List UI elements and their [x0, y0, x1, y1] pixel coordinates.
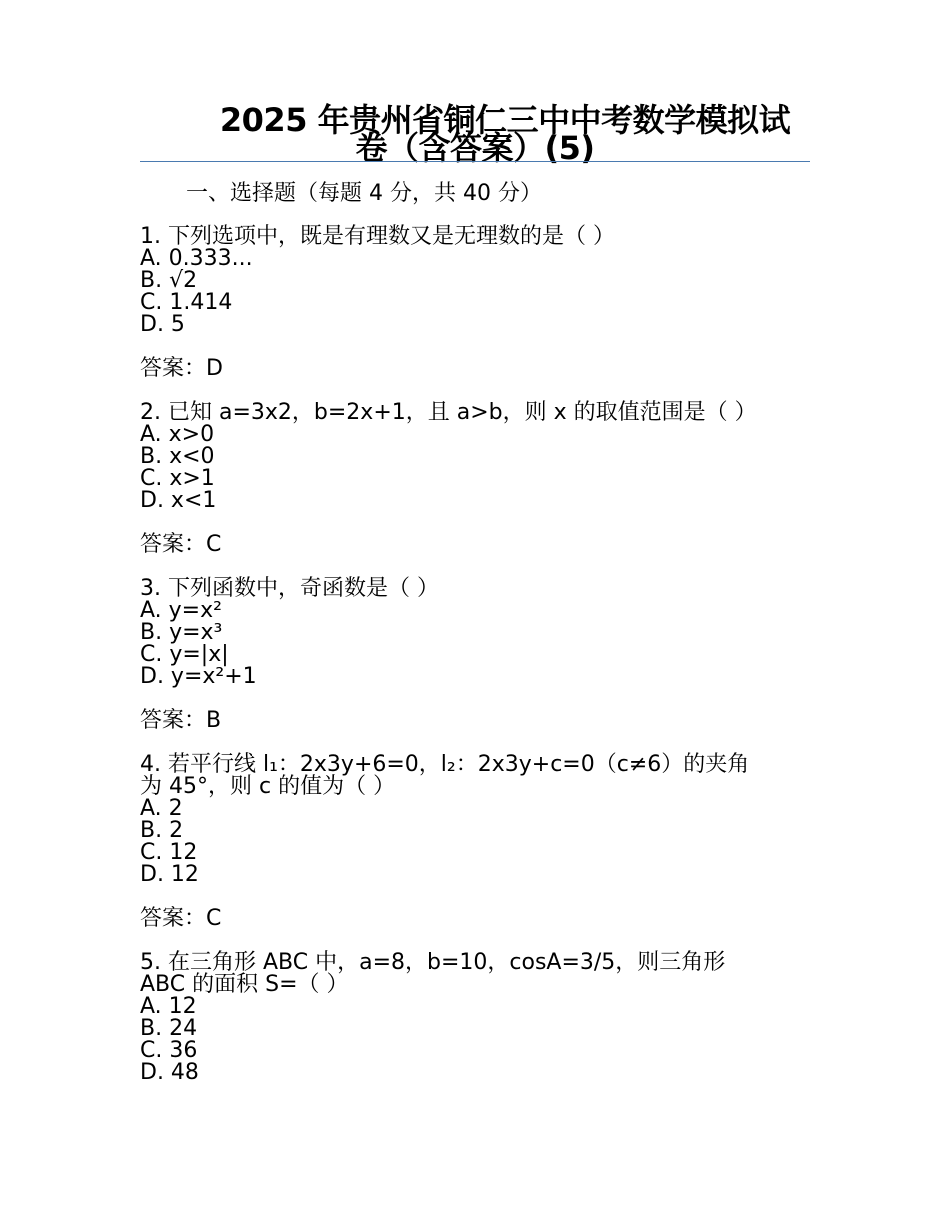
title-line-1: 2025 年贵州省铜仁三中中考数学模拟试 [219, 101, 791, 139]
question-3 [140, 578, 800, 732]
option-a: A. 0.333... [140, 246, 253, 271]
option-b: B. x<0 [140, 444, 215, 469]
question-stem: 4. 若平行线 l₁：2x3y+6=0，l₂：2x3y+c=0（c≠6）的夹角 [140, 752, 750, 777]
option-d: D. y=x²+1 [140, 664, 257, 689]
question-1 [140, 226, 800, 380]
option-b: B. 24 [140, 1016, 198, 1041]
option-c: C. 1.414 [140, 290, 233, 315]
option-b: B. √2 [140, 268, 198, 293]
option-a: A. 12 [140, 994, 197, 1019]
question-stem: 1. 下列选项中，既是有理数又是无理数的是（ ） [140, 224, 615, 249]
question-stem-continued: 为 45°，则 c 的值为（ ） [140, 774, 396, 799]
question-list [140, 226, 800, 1084]
option-c: C. 12 [140, 840, 198, 865]
option-c: C. y=|x| [140, 642, 229, 667]
option-a: A. 2 [140, 796, 183, 821]
question-stem-continued: ABC 的面积 S=（ ） [140, 972, 349, 997]
option-a: A. x>0 [140, 422, 215, 447]
option-b: B. y=x³ [140, 620, 223, 645]
question-stem: 5. 在三角形 ABC 中，a=8，b=10，cosA=3/5，则三角形 [140, 950, 726, 975]
question-2 [140, 402, 800, 556]
question-4 [140, 754, 800, 930]
title-line-2: 卷（含答案）(5) [355, 129, 595, 167]
question-5 [140, 952, 800, 1084]
title-divider [140, 161, 810, 162]
question-stem: 2. 已知 a=3x2，b=2x+1，且 a>b，则 x 的取值范围是（ ） [140, 400, 757, 425]
answer: 答案：C [140, 906, 222, 931]
answer: 答案：B [140, 708, 222, 733]
section-heading: 一、选择题（每题 4 分，共 40 分） [186, 181, 542, 206]
option-d: D. 5 [140, 312, 185, 337]
answer: 答案：C [140, 532, 222, 557]
option-d: D. 12 [140, 862, 199, 887]
option-c: C. 36 [140, 1038, 198, 1063]
option-d: D. x<1 [140, 488, 217, 513]
option-d: D. 48 [140, 1060, 199, 1085]
option-c: C. x>1 [140, 466, 215, 491]
document-title [140, 101, 810, 167]
option-a: A. y=x² [140, 598, 222, 623]
question-stem: 3. 下列函数中，奇函数是（ ） [140, 576, 439, 601]
option-b: B. 2 [140, 818, 184, 843]
answer: 答案：D [140, 356, 223, 381]
